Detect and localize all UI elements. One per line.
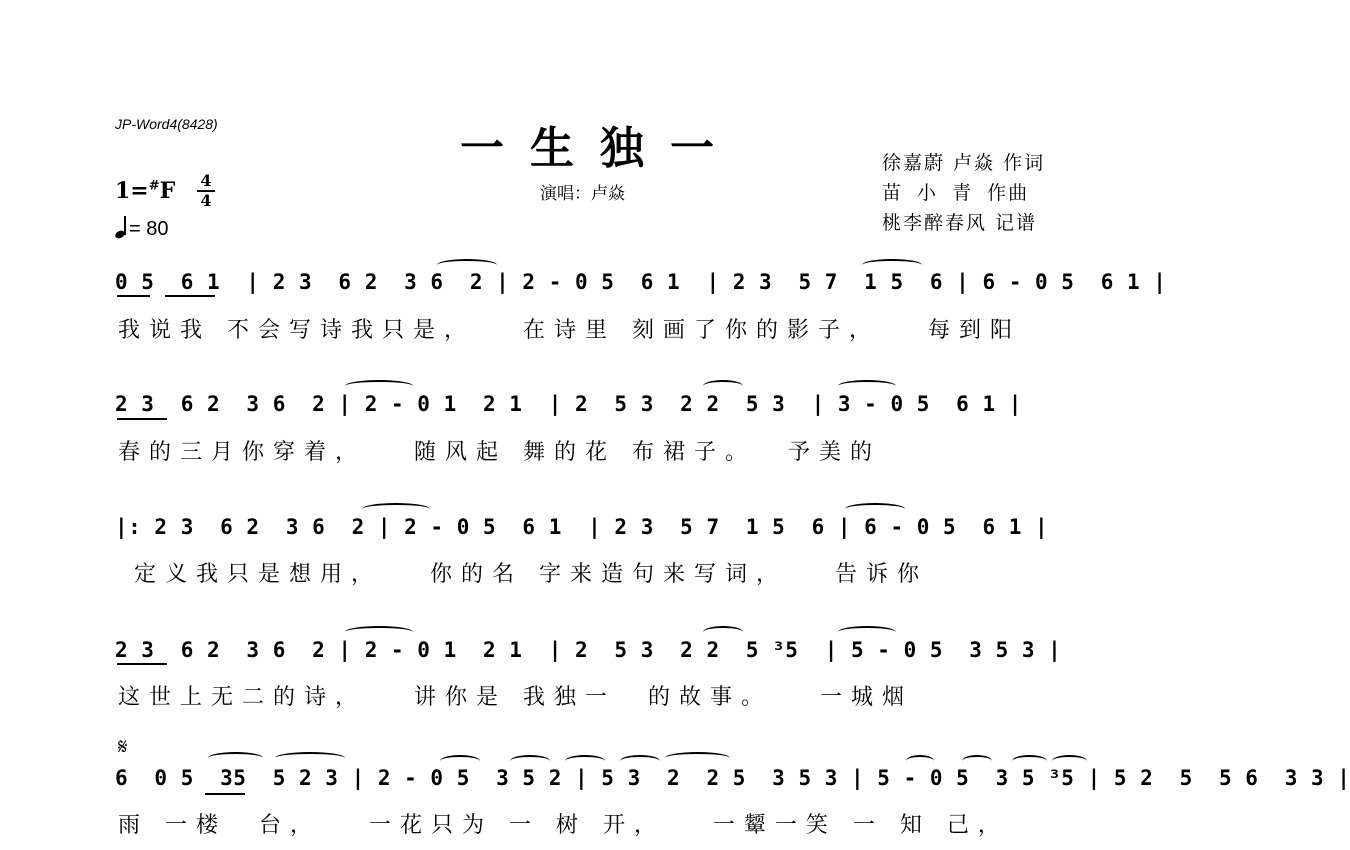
- tie-slur: [208, 752, 263, 764]
- sharp-sign: #: [148, 178, 160, 194]
- time-top: 4: [200, 171, 212, 190]
- tie-slur: [665, 752, 730, 764]
- notation-line-2: 2 3 6 2 3 6 2 | 2 - 0 1 2 1 | 2 5 3 2 2 5 3 | 3 - 0 5 6 1 |: [115, 392, 1022, 416]
- segno-sign: 𝄋: [118, 735, 128, 760]
- tie-slur: [1052, 755, 1087, 767]
- lyrics-line-3: 定义我只是想用， 你的名 字来造句来写词， 告诉你: [118, 562, 928, 587]
- key-signature: [115, 178, 175, 204]
- notation-line-5: 6 0 5 35 5 2 3 | 2 - 0 5 3 5 2 | 5 3 2 2 5 3 5 3 | 5 - 0 5 3 5 ³5 | 5 2 5 5 6 3 3 |: [115, 766, 1350, 790]
- tie-slur: [906, 755, 934, 767]
- tie-slur: [437, 259, 497, 271]
- rhythm-beam: [117, 663, 167, 665]
- tie-slur: [620, 755, 660, 767]
- quarter-note-icon: [115, 216, 129, 238]
- tie-slur: [703, 626, 743, 638]
- lyrics-line-1: 我说我 不会写诗我只是， 在诗里 刻画了你的影子， 每到阳: [118, 318, 1021, 343]
- tie-slur: [345, 380, 413, 392]
- tie-slur: [703, 380, 743, 392]
- tie-slur: [845, 503, 905, 515]
- tie-slur: [838, 380, 896, 392]
- lyrics-line-5: 雨 一楼 台， 一花只为 一 树 开， 一颦一笑 一 知 己，: [118, 813, 1009, 838]
- composer-credit: 苗 小 青 作曲: [882, 182, 1030, 204]
- rhythm-beam: [165, 295, 215, 297]
- song-title: 一生独一: [460, 123, 740, 174]
- key-note: F: [159, 178, 176, 204]
- tie-slur: [440, 755, 480, 767]
- notation-line-3: |: 2 3 6 2 3 6 2 | 2 - 0 5 6 1 | 2 3 5 7 1 5 6 | 6 - 0 5 6 1 |: [115, 515, 1049, 539]
- tie-slur: [1012, 755, 1047, 767]
- rhythm-beam: [205, 793, 245, 795]
- notation-line-4: 2 3 6 2 3 6 2 | 2 - 0 1 2 1 | 2 5 3 2 2 5 ³5 | 5 - 0 5 3 5 3 |: [115, 638, 1062, 662]
- tie-slur: [962, 755, 992, 767]
- lyricist-credit: 徐嘉蔚 卢焱 作词: [882, 152, 1046, 174]
- time-bottom: 4: [200, 191, 212, 210]
- rhythm-beam: [117, 295, 150, 297]
- tie-slur: [275, 752, 345, 764]
- notation-line-1: 0 5 6 1 | 2 3 6 2 3 6 2 | 2 - 0 5 6 1 | 2 3 5 7 1 5 6 | 6 - 0 5 6 1 |: [115, 270, 1167, 294]
- tempo-value: = 80: [129, 218, 169, 240]
- rhythm-beam: [117, 418, 167, 420]
- tie-slur: [345, 626, 413, 638]
- lyrics-line-4: 这世上无二的诗， 讲你是 我独一 的故事。 一城烟: [118, 685, 913, 710]
- tie-slur: [362, 503, 430, 515]
- performer-label: 演唱：卢焱: [540, 184, 625, 204]
- time-signature: [197, 173, 215, 209]
- tempo-marking: [115, 216, 168, 241]
- transcriber-credit: 桃李醉春风 记谱: [882, 212, 1038, 234]
- tie-slur: [862, 259, 922, 271]
- tie-slur: [565, 755, 605, 767]
- lyrics-line-2: 春的三月你穿着， 随风起 舞的花 布裙子。 予美的: [118, 440, 881, 465]
- tie-slur: [510, 755, 550, 767]
- software-watermark: JP-Word4(8428): [115, 116, 218, 132]
- key-prefix: 1=: [115, 178, 149, 204]
- tie-slur: [838, 626, 896, 638]
